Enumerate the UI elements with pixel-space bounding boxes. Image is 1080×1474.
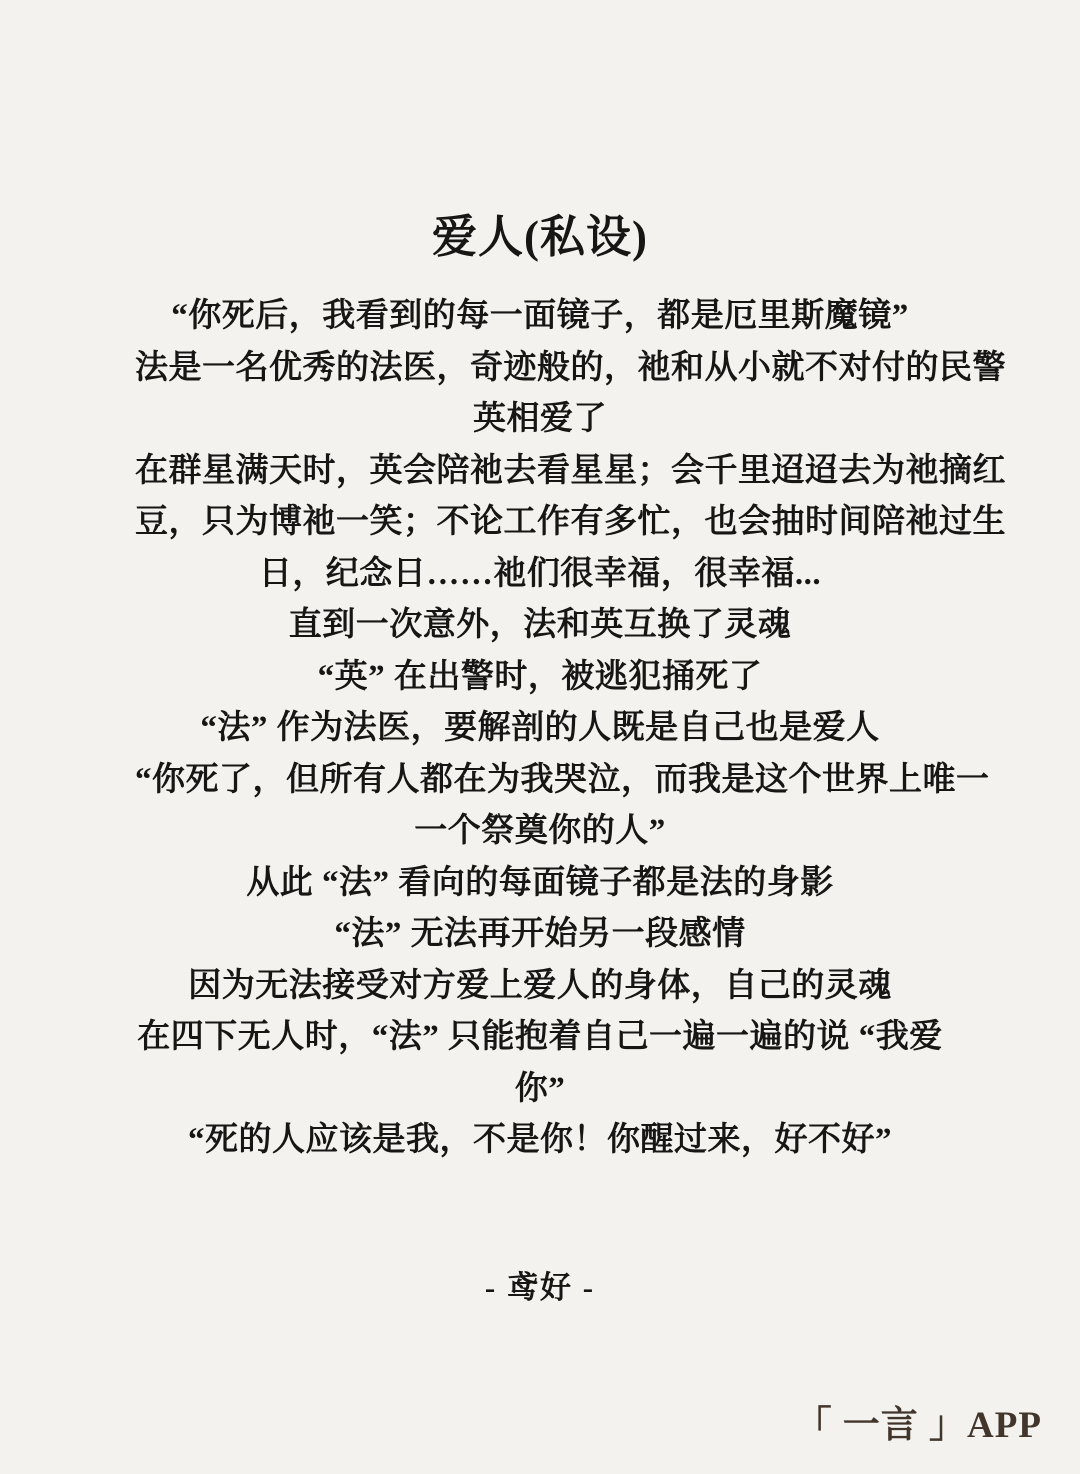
- body-line: “你死了，但所有人都在为我哭泣，而我是这个世界上唯一: [135, 761, 990, 798]
- body-line: “法” 作为法医，要解剖的人既是自己也是爱人: [200, 710, 880, 746]
- app-brand-watermark: 「 一言 」APP: [794, 1405, 1042, 1446]
- body-line: 豆，只为博祂一笑；不论工作有多忙，也会抽时间陪祂过生: [135, 504, 1006, 540]
- body-line: 日，纪念日……祂们很幸福，很幸福...: [258, 555, 822, 592]
- page-title: 爱人(私设): [432, 212, 648, 262]
- author-attribution: - 鸢好 -: [484, 1270, 596, 1305]
- body-line: 从此 “法” 看向的每面镜子都是法的身影: [246, 864, 834, 901]
- body-line: 英相爱了: [473, 401, 607, 437]
- body-line: “英” 在出警时，被逃犯捅死了: [317, 658, 763, 695]
- quote-body: [135, 291, 1006, 1167]
- body-line: 一个祭奠你的人”: [414, 813, 666, 849]
- body-line: “你死后，我看到的每一面镜子，都是厄里斯魔镜”: [171, 298, 909, 334]
- body-line: 因为无法接受对方爱上爱人的身体，自己的灵魂: [188, 967, 892, 1004]
- body-line: 法是一名优秀的法医，奇迹般的，祂和从小就不对付的民警: [135, 349, 1006, 386]
- body-line: 在群星满天时，英会陪祂去看星星；会千里迢迢去为祂摘红: [135, 452, 1006, 489]
- body-line: 直到一次意外，法和英互换了灵魂: [288, 607, 792, 643]
- body-line: 你”: [514, 1070, 566, 1107]
- body-line: “死的人应该是我，不是你！你醒过来，好不好”: [188, 1122, 892, 1158]
- body-line: 在四下无人时，“法” 只能抱着自己一遍一遍的说 “我爱: [137, 1019, 943, 1055]
- body-line: “法” 无法再开始另一段感情: [334, 916, 746, 952]
